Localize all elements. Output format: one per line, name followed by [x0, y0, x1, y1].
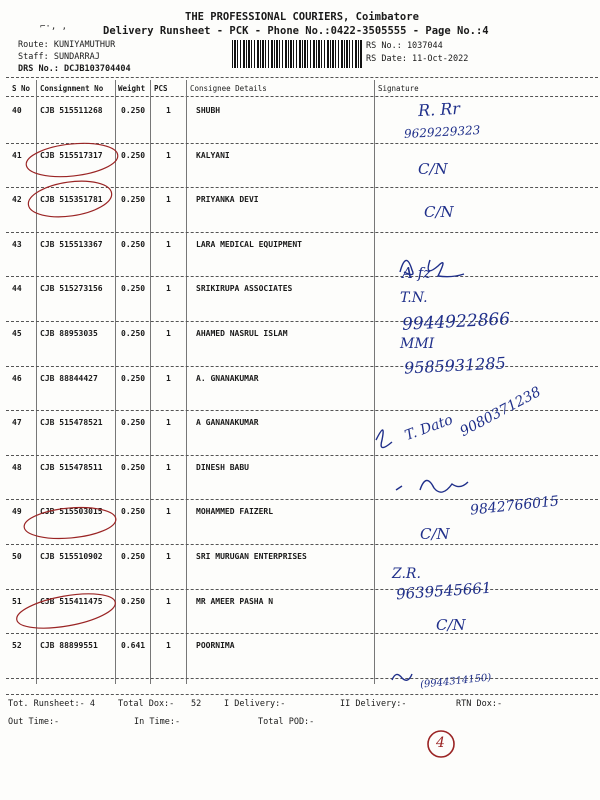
page-mark: 4 [436, 735, 445, 751]
row-consignee: AHAMED NASRUL ISLAM [196, 329, 288, 338]
row-consignment-no: CJB 88844427 [40, 373, 98, 383]
header-divider-bottom [6, 96, 598, 97]
table-row [6, 145, 598, 189]
row-weight: 0.250 [121, 373, 146, 383]
row-weight: 0.250 [121, 462, 146, 472]
row-weight: 0.250 [121, 507, 146, 517]
row-divider [6, 544, 598, 545]
signature-mark: MMI [400, 336, 435, 352]
total-dox-label: Total Dox:- [118, 699, 175, 709]
row-divider [6, 633, 598, 634]
signature-phone: 9080371238 [457, 384, 544, 440]
row-consignee: PRIYANKA DEVI [196, 195, 259, 205]
row-consignment-no: CJB 515511268 [40, 106, 103, 115]
row-divider [6, 143, 598, 144]
row-pcs: 1 [166, 462, 171, 472]
row-consignee: POORNIMA [196, 641, 235, 651]
row-consignment-no: CJB 515351781 [40, 195, 103, 205]
row-weight: 0.250 [121, 150, 146, 160]
company-title: THE PROFESSIONAL COURIERS, Coimbatore [185, 11, 419, 23]
row-consignment-no: CJB 88899551 [40, 641, 98, 651]
row-consignment-no: CJB 515503015 [40, 507, 103, 517]
signature-mark: C/N [420, 525, 450, 543]
scribble-mark: ⌐·, , [40, 22, 68, 32]
table-row [6, 546, 598, 590]
signature-phone: (9944314150) [419, 672, 492, 691]
row-pcs: 1 [166, 329, 171, 338]
row-sno: 48 [12, 462, 22, 472]
row-consignee: MR AMEER PASHA N [196, 596, 274, 606]
row-sno: 51 [12, 596, 22, 606]
signature-phone: 9842766015 [469, 493, 560, 519]
row-consignment-no: CJB 515510902 [40, 552, 103, 561]
row-sno: 50 [12, 552, 22, 561]
row-pcs: 1 [166, 507, 171, 517]
row-weight: 0.250 [121, 284, 146, 294]
signature-mark: C/N [418, 160, 448, 178]
table-row [6, 591, 598, 635]
table-row [6, 234, 598, 278]
rs-date: RS Date: 11-Oct-2022 [366, 54, 469, 64]
row-sno: 52 [12, 641, 22, 651]
signature-phone: 9629229323 [403, 123, 481, 141]
total-pod: Total POD:- [258, 717, 315, 727]
row-divider [6, 455, 598, 456]
col-pcs: PCS [154, 84, 168, 93]
rtn-dox: RTN Dox:- [456, 699, 503, 709]
table-row [6, 323, 598, 367]
total-dox-value: 52 [191, 699, 202, 709]
row-consignment-no: CJB 515478511 [40, 462, 103, 472]
runsheet-subtitle: Delivery Runsheet - PCK - Phone No.:0422-3505555 - Page No.:4 [103, 25, 489, 37]
row-sno: 44 [12, 284, 22, 294]
col-consignee: Consignee Details [190, 84, 267, 93]
drs-number: DRS No.: DCJB103704404 [18, 64, 131, 74]
signature-mark: T.N. [400, 290, 428, 306]
rs-number: RS No.: 1037044 [366, 41, 443, 51]
row-consignee: A. GNANAKUMAR [196, 373, 259, 383]
row-divider [6, 366, 598, 367]
row-pcs: 1 [166, 195, 171, 205]
row-pcs: 1 [166, 641, 171, 651]
row-consignee: KALYANI [196, 150, 230, 160]
row-sno: 41 [12, 150, 22, 160]
row-consignment-no: CJB 515273156 [40, 284, 103, 294]
signature-mark: Z.R. [392, 566, 421, 582]
table-row [6, 100, 598, 144]
ii-delivery: II Delivery:- [340, 699, 407, 709]
table-row [6, 635, 598, 679]
tot-runsheet: Tot. Runsheet:- 4 [8, 699, 95, 709]
row-divider [6, 678, 598, 679]
row-consignment-no: CJB 515517317 [40, 150, 103, 160]
row-divider [6, 232, 598, 233]
row-sno: 47 [12, 418, 22, 428]
signature-mark: C/N [424, 203, 454, 221]
signature-phone: 9944922866 [401, 309, 511, 335]
signature-mark: R. Rr [417, 98, 461, 121]
signature-phone: 9639545661 [395, 578, 492, 604]
row-sno: 46 [12, 373, 22, 383]
row-divider [6, 187, 598, 188]
row-consignee: SHUBH [196, 106, 221, 115]
table-row [6, 457, 598, 501]
header-divider-top [6, 77, 598, 78]
i-delivery: I Delivery:- [224, 699, 286, 709]
row-divider [6, 589, 598, 590]
row-weight: 0.641 [121, 641, 146, 651]
row-consignment-no: CJB 88953035 [40, 329, 98, 338]
row-consignee: SRIKIRUPA ASSOCIATES [196, 284, 293, 294]
row-weight: 0.250 [121, 596, 146, 606]
signature-mark: C/N [436, 616, 466, 634]
table-row [6, 412, 598, 456]
row-sno: 43 [12, 239, 22, 249]
row-weight: 0.250 [121, 329, 146, 338]
row-pcs: 1 [166, 284, 171, 294]
col-weight: Weight [118, 84, 146, 93]
row-consignee: SRI MURUGAN ENTERPRISES [196, 552, 307, 561]
signature-mark: A fz [402, 264, 432, 282]
row-weight: 0.250 [121, 106, 146, 115]
col-sno: S No [12, 84, 31, 93]
route-label: Route: KUNIYAMUTHUR [18, 40, 116, 50]
row-sno: 49 [12, 507, 22, 517]
row-consignee: MOHAMMED FAIZERL [196, 507, 274, 517]
signature-mark: T. Dato [402, 411, 456, 445]
row-weight: 0.250 [121, 195, 146, 205]
signature-phone: 9585931285 [403, 353, 507, 378]
row-pcs: 1 [166, 596, 171, 606]
col-signature: Signature [378, 84, 419, 93]
row-sno: 40 [12, 106, 22, 115]
row-consignment-no: CJB 515411475 [40, 596, 103, 606]
row-consignee: DINESH BABU [196, 462, 249, 472]
out-time: Out Time:- [8, 717, 60, 727]
row-pcs: 1 [166, 552, 171, 561]
table-row [6, 189, 598, 233]
row-weight: 0.250 [121, 239, 146, 249]
row-consignee: LARA MEDICAL EQUIPMENT [196, 239, 302, 249]
row-pcs: 1 [166, 106, 171, 115]
row-consignment-no: CJB 515478521 [40, 418, 103, 428]
footer-divider-top [6, 694, 598, 695]
row-weight: 0.250 [121, 418, 146, 428]
staff-label: Staff: SUNDARRAJ [18, 52, 100, 62]
row-pcs: 1 [166, 239, 171, 249]
row-consignee: A GANANAKUMAR [196, 418, 259, 428]
row-sno: 42 [12, 195, 22, 205]
row-sno: 45 [12, 329, 22, 338]
row-pcs: 1 [166, 373, 171, 383]
in-time: In Time:- [134, 717, 181, 727]
row-pcs: 1 [166, 150, 171, 160]
row-pcs: 1 [166, 418, 171, 428]
barcode-image [232, 40, 362, 68]
row-divider [6, 276, 598, 277]
row-consignment-no: CJB 515513367 [40, 239, 103, 249]
col-consignment: Consignment No [40, 84, 104, 93]
row-weight: 0.250 [121, 552, 146, 561]
